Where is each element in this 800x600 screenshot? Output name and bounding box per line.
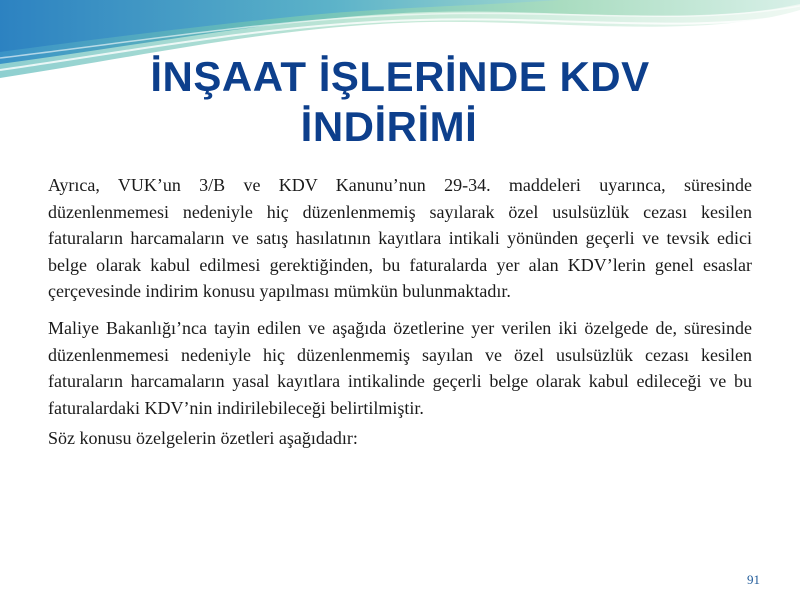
title-line-2: İNDİRİMİ <box>300 103 478 150</box>
slide-title <box>0 52 800 152</box>
slide-body <box>48 172 752 452</box>
title-line-1: İNŞAAT İŞLERİNDE KDV <box>150 53 650 100</box>
paragraph-3: Söz konusu özelgelerin özetleri aşağıdadır: <box>48 428 358 449</box>
paragraph-2: Maliye Bakanlığı’nca tayin edilen ve aşağıda özetlerine yer verilen iki özelgede de, süresinde düzenlenmemesi nedeniyle hiç düzenlenmemiş sayılan ve özel usulsüzlük cezası kesilen faturaların harcamaların yasal kayıtlara intikalinde geçerli belge olarak kabul edileceği ve bu faturalardaki KDV’nin indirilebileceği belirtilmiştir. <box>48 317 752 418</box>
page-number: 91 <box>747 572 760 587</box>
paragraph-1: Ayrıca, VUK’un 3/B ve KDV Kanunu’nun 29-34. maddeleri uyarınca, süresinde düzenlenmemesi nedeniyle hiç düzenlenmemiş sayılarak özel usulsüzlük cezası kesilen faturaların harcamaların ve satış hasılatının kayıtlara intikali yönünden geçerli ve tevsik edici belge olarak kabul edilmesi gerektiğinden, bu faturalarda yer alan KDV’lerin genel esaslar çerçevesinde indirim konusu yapılması mümkün bulunmaktadır. <box>48 175 752 302</box>
